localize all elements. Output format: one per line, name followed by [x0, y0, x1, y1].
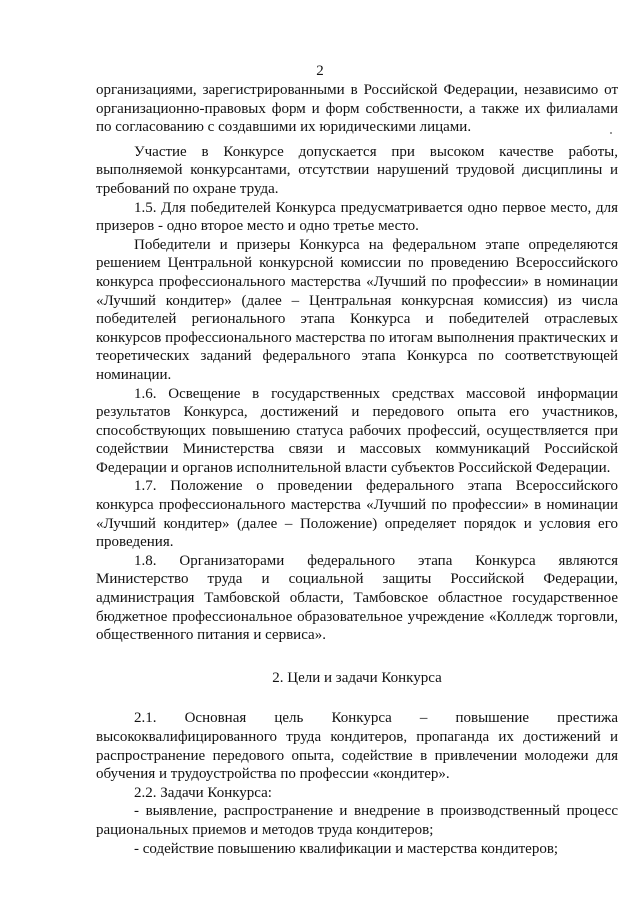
paragraph-1-7: 1.7. Положение о проведении федерального этапа Всероссийского конкурса профессионального мастерства «Лучший по профессии» в номинации «Лучший кондитер» (далее – Положение) определяет порядок и условия его проведения. — [96, 478, 618, 551]
paragraph-winners: Победители и призеры Конкурса на федеральном этапе определяются решением Центральной конкурсной комиссии по проведению Всероссийского конкурса профессионального мастерства «Лучший по профессии» в номинации «Лучший кондитер» (далее – Центральная конкурсная комиссия) из числа победителей регионального этапа Конкурса и победителей отраслевых конкурсов профессионального мастерства по итогам выполнения практических и теоретических заданий федерального этапа Конкурса по соответствующей номинации. — [96, 236, 618, 383]
paragraph-2-1: 2.1. Основная цель Конкурса – повышение престижа высококвалифицированного труда кондитеров, пропаганда их достижений и распространение передового опыта, содействие в привлечении молодежи для обучения и трудоустройства по профессии «кондитер». — [96, 710, 618, 783]
paragraph-2-2: 2.2. Задачи Конкурса: — [134, 784, 272, 801]
paragraph-1-8: 1.8. Организаторами федерального этапа Конкурса являются Министерство труда и социальной защиты Российской Федерации, администрация Тамбовской области, Тамбовское областное государственное бюджетное профессиональное образовательное учреждение «Колледж торговли, общественного питания и сервиса». — [96, 552, 618, 644]
paragraph-participation: Участие в Конкурсе допускается при высоком качестве работы, выполняемой конкурсантами, отсутствии нарушений трудовой дисциплины и требований по охране труда. — [96, 143, 618, 197]
page-number: 2 — [316, 63, 324, 79]
list-item-task-1: - выявление, распространение и внедрение в производственный процесс рациональных приемов и методов труда кондитеров; — [96, 803, 618, 838]
document-body — [96, 81, 618, 858]
section-heading: 2. Цели и задачи Конкурса — [272, 669, 442, 686]
list-item-task-2: - содействие повышению квалификации и мастерства кондитеров; — [134, 840, 559, 857]
paragraph-1-5: 1.5. Для победителей Конкурса предусматривается одно первое место, для призеров - одно второе место и одно третье место. — [96, 199, 618, 235]
paragraph-continuation: организациями, зарегистрированными в Российской Федерации, независимо от организационно-правовых форм и форм собственности, а также их филиалами по согласованию с создавшими их юридическими лицами. — [96, 82, 618, 136]
paragraph-1-6: 1.6. Освещение в государственных средствах массовой информации результатов Конкурса, достижений и передового опыта его участников, способствующих повышению статуса рабочих профессий, осуществляется при содействии Министерства связи и массовых коммуникаций Российской Федерации и органов исполнительной власти субъектов Российской Федерации. — [96, 385, 618, 476]
